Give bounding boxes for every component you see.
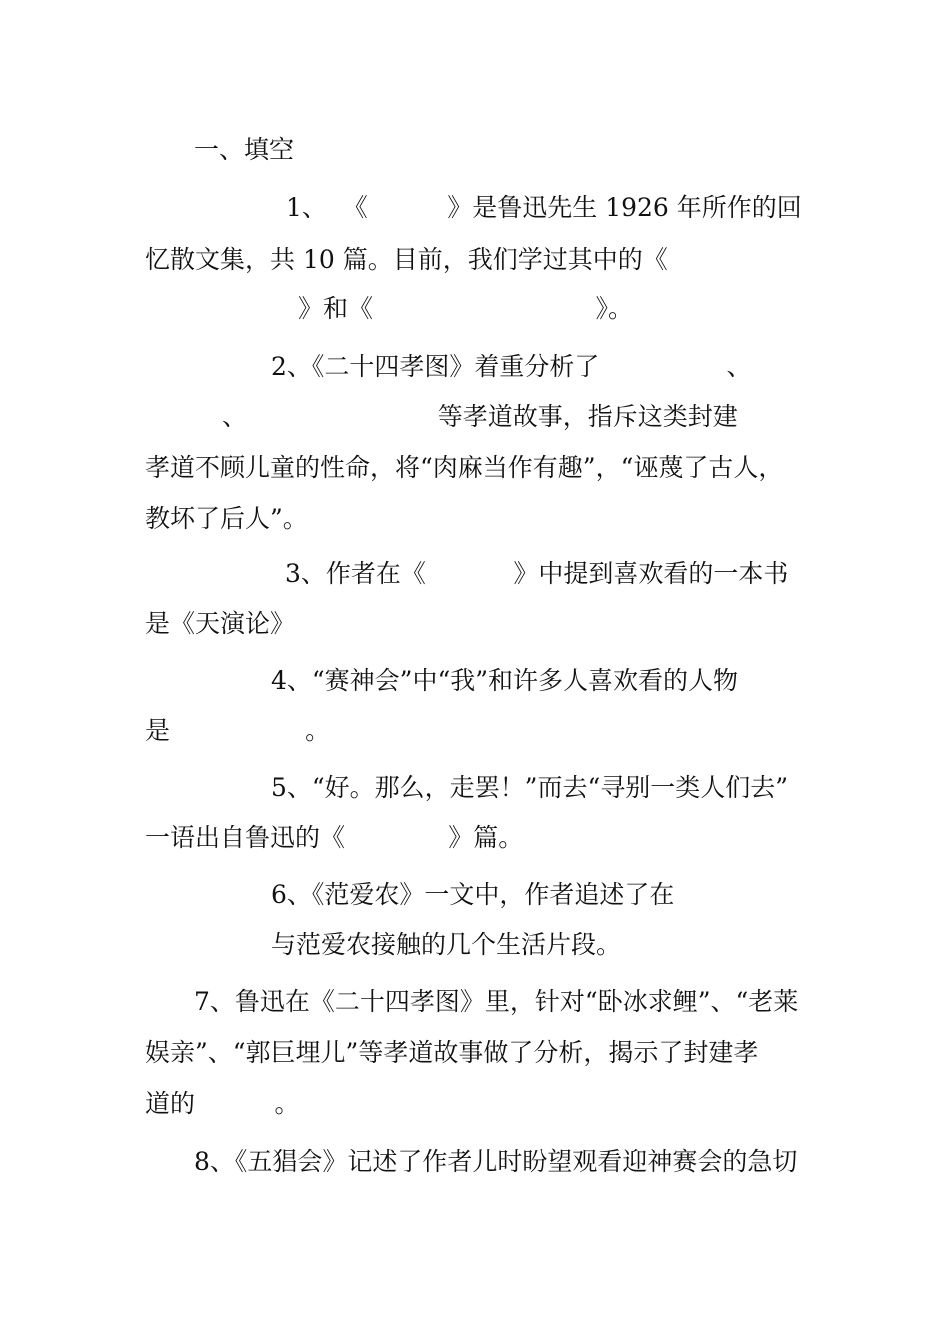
question-2-line-3: 孝道不顾儿童的性命，将“肉麻当作有趣”，“诬蔑了古人， — [145, 453, 784, 482]
question-1-line-1: 1、 《 》是鲁迅先生 1926 年所作的回 — [286, 193, 802, 222]
question-5-line-1: 5、“好。那么，走罢！”而去“寻别一类人们去” — [271, 773, 789, 802]
question-6-line-1: 6、《范爱农》一文中，作者追述了在 — [271, 880, 675, 909]
question-5-line-2: 一语出自鲁迅的《 》篇。 — [145, 823, 524, 852]
question-1-line-3: 》和《 》。 — [298, 294, 634, 323]
section-heading: 一、填空 — [194, 135, 295, 164]
question-6-line-2: 与范爱农接触的几个生活片段。 — [271, 930, 622, 959]
question-3-line-1: 3、作者在《 》中提到喜欢看的一本书 — [285, 559, 789, 588]
question-2-line-4: 教坏了后人”。 — [145, 504, 308, 533]
question-4-line-1: 4、“赛神会”中“我”和许多人喜欢看的人物 — [271, 666, 739, 695]
question-2-line-2: 、 等孝道故事，指斥这类封建 — [222, 402, 738, 431]
question-3-line-2: 是《天演论》 — [145, 609, 296, 638]
question-7-line-1: 7、鲁迅在《二十四孝图》里，针对“卧冰求鲤”、“老莱 — [194, 987, 799, 1016]
question-2-line-1: 2、《二十四孝图》着重分析了 、 — [271, 352, 752, 381]
question-1-line-2: 忆散文集，共 10 篇。目前，我们学过其中的《 — [145, 245, 668, 274]
question-7-line-3: 道的 。 — [145, 1089, 300, 1118]
question-8-line-1: 8、《五猖会》记述了作者儿时盼望观看迎神赛会的急切 — [194, 1147, 798, 1176]
question-4-line-2: 是 。 — [145, 716, 331, 745]
question-7-line-2: 娱亲”、“郭巨埋儿”等孝道故事做了分析，揭示了封建孝 — [145, 1038, 759, 1067]
